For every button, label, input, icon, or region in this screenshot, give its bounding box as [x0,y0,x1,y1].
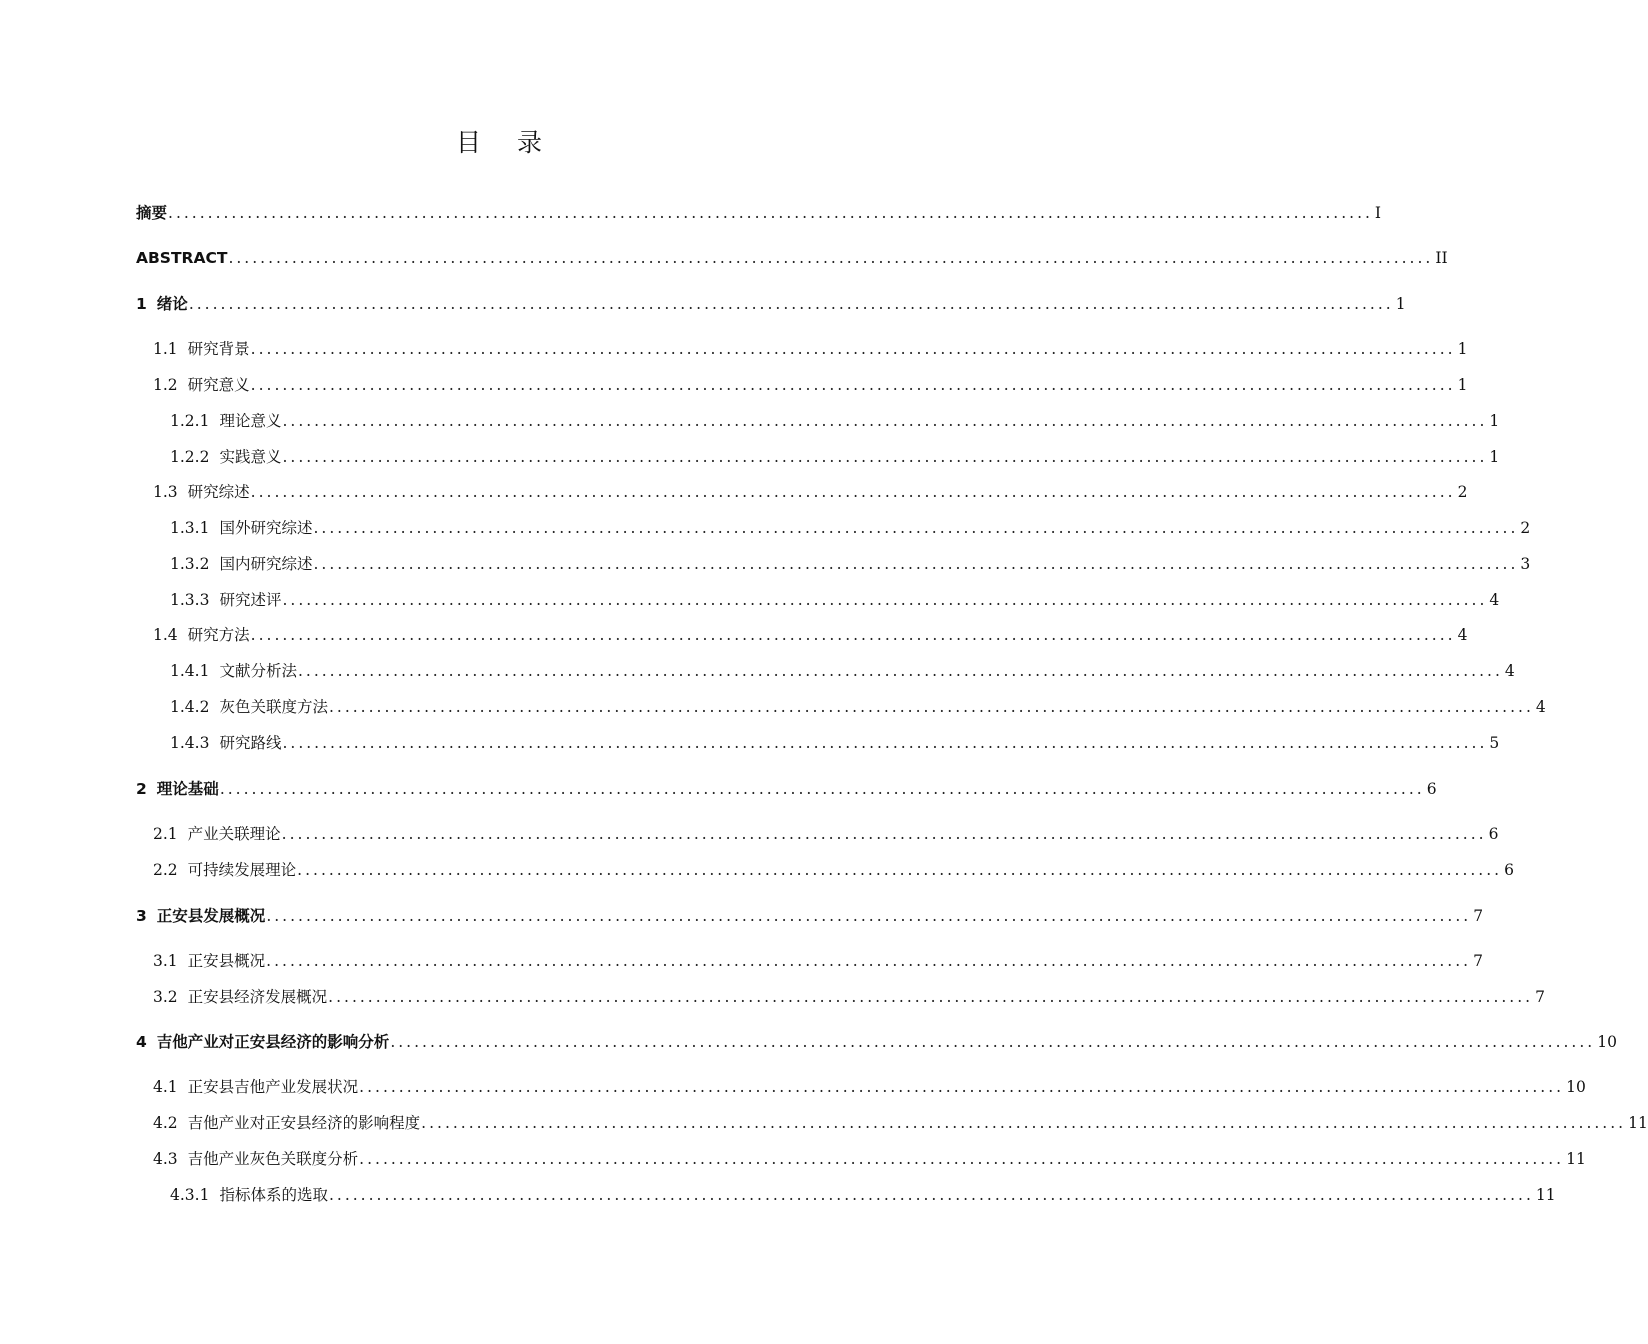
toc-entry-number: 3.1 [153,952,178,970]
toc-entry-text: ABSTRACT [136,249,228,267]
toc-entry[interactable] [136,245,1448,271]
toc-entry[interactable] [170,658,1515,684]
toc-entry-text: 国外研究综述 [219,519,313,537]
toc-entry-label [153,622,251,648]
toc-page-number: 7 [1473,907,1484,925]
toc-entry-number: 4 [136,1033,147,1051]
toc-entry-label [170,515,313,541]
toc-entry[interactable] [170,694,1546,720]
toc-page-number: 7 [1535,988,1545,1006]
toc-dot-leader: ........................................................................................................................................................ [281,825,1487,843]
toc-entry-text: 吉他产业对正安县经济的影响分析 [156,1033,390,1051]
toc-dot-leader: ........................................................................................................................................................ [390,1033,1596,1051]
toc-entry-number: 1.4.3 [170,734,210,752]
toc-entry-label [170,551,313,577]
toc-entry-text: 正安县经济发展概况 [187,988,328,1006]
toc-dot-leader: ........................................................................................................................................................ [328,698,1534,716]
toc-dot-leader: ........................................................................................................................................................ [359,1078,1565,1096]
toc-page-number: 1 [1489,448,1500,466]
toc-page-number: 4 [1457,626,1468,644]
toc-entry-number: 1 [136,295,147,313]
toc-entry-text: 正安县发展概况 [156,907,266,925]
toc-page-number: 2 [1520,519,1531,537]
toc-entry-number: 1.4.1 [170,662,210,680]
toc-entry-text: 研究背景 [187,340,250,358]
toc-entry-text: 研究方法 [187,626,250,644]
toc-entry-label [170,1182,329,1208]
toc-entry-label [170,658,298,684]
toc-entry-text: 可持续发展理论 [187,861,297,879]
toc-entry-text: 吉他产业灰色关联度分析 [187,1150,359,1168]
toc-entry-label [153,857,297,883]
toc-page-number: 11 [1566,1150,1586,1168]
toc-page-number: 11 [1628,1114,1648,1132]
toc-page-number: 10 [1597,1033,1617,1051]
toc-dot-leader: ........................................................................................................................................................ [282,448,1488,466]
toc-entry-text: 研究述评 [219,591,282,609]
toc-entry-number: 1.3.3 [170,591,210,609]
toc-dot-leader: ........................................................................................................................................................ [328,988,1534,1006]
toc-entry-number: 1.4 [153,626,178,644]
toc-dot-leader: ........................................................................................................................................................ [282,412,1488,430]
toc-entry-label [170,408,282,434]
toc-entry-label [153,372,251,398]
toc-entry-text: 绪论 [156,295,188,313]
toc-page-number: I [1374,204,1382,222]
toc-entry-text: 正安县概况 [187,952,266,970]
toc-page-number: 11 [1535,1186,1556,1204]
toc-dot-leader: ........................................................................................................................................................ [421,1114,1627,1132]
toc-entry-number: 1.3.2 [170,555,210,573]
toc-entry[interactable] [170,515,1531,541]
toc-dot-leader: ........................................................................................................................................................ [250,376,1456,394]
toc-entry[interactable] [153,1074,1586,1100]
toc-page-number: 7 [1473,952,1483,970]
toc-entry[interactable] [170,444,1500,470]
toc-entry-number: 1.4.2 [170,698,210,716]
toc-entry[interactable] [153,336,1468,362]
toc-entry-text: 国内研究综述 [219,555,313,573]
toc-page-number: 4 [1489,591,1500,609]
toc-entry-text: 理论基础 [156,780,219,798]
toc-entry-number: 1.2 [153,376,178,394]
toc-entry-number: 1.3.1 [170,519,210,537]
toc-entry-text: 灰色关联度方法 [219,698,328,716]
toc-title: 目 录 [456,128,556,157]
toc-entry-number: 2.2 [153,861,178,879]
toc-entry-number: 1.2.1 [170,412,210,430]
toc-page-number: 4 [1504,662,1515,680]
toc-entry-label [153,336,251,362]
toc-entry-text: 理论意义 [219,412,282,430]
toc-entry[interactable] [153,821,1499,847]
toc-entry-label [153,1146,359,1172]
toc-dot-leader: ........................................................................................................................................................ [228,249,1434,267]
toc-entry[interactable] [170,587,1500,613]
toc-entry[interactable] [136,903,1484,929]
toc-entry-label [153,948,266,974]
toc-dot-leader: ........................................................................................................................................................ [313,555,1519,573]
toc-entry-number: 2 [136,780,147,798]
toc-dot-leader: ........................................................................................................................................................ [250,483,1456,501]
toc-page-number: 6 [1426,780,1437,798]
toc-entry-text: 摘要 [136,204,168,222]
toc-entry-number: 4.2 [153,1114,178,1132]
toc-entry[interactable] [136,200,1382,226]
toc-entry[interactable] [153,622,1468,648]
toc-dot-leader: ........................................................................................................................................................ [250,626,1456,644]
toc-dot-leader: ........................................................................................................................................................ [266,952,1472,970]
toc-entry-text: 研究综述 [187,483,250,501]
toc-entry-label [153,1110,421,1136]
toc-page-number: 5 [1489,734,1500,752]
toc-entry-label [153,821,282,847]
toc-entry-text: 研究路线 [219,734,282,752]
toc-dot-leader: ........................................................................................................................................................ [328,1186,1534,1204]
toc-entry-number: 4.3.1 [170,1186,210,1204]
toc-dot-leader: ........................................................................................................................................................ [313,519,1519,537]
toc-dot-leader: ........................................................................................................................................................ [266,907,1472,925]
toc-dot-leader: ........................................................................................................................................................ [250,340,1456,358]
toc-entry-text: 指标体系的选取 [219,1186,328,1204]
toc-page-number: 10 [1566,1078,1586,1096]
toc-entry-number: 4.3 [153,1150,178,1168]
toc-dot-leader: ........................................................................................................................................................ [359,1150,1565,1168]
toc-dot-leader: ........................................................................................................................................................ [297,861,1503,879]
toc-entry[interactable] [170,730,1500,756]
toc-entry-label [153,479,251,505]
toc-entry-text: 实践意义 [219,448,282,466]
toc-entry-number: 4.1 [153,1078,178,1096]
toc-entry[interactable] [153,984,1545,1010]
toc-dot-leader: ........................................................................................................................................................ [297,662,1503,680]
toc-page-number: II [1435,249,1448,267]
toc-entry[interactable] [153,479,1468,505]
toc-entry[interactable] [153,948,1483,974]
toc-entry-number: 1.2.2 [170,448,210,466]
toc-page-number: 1 [1457,340,1468,358]
toc-entry-number: 1.1 [153,340,178,358]
toc-entry-text: 吉他产业对正安县经济的影响程度 [187,1114,421,1132]
toc-page-number: 3 [1520,555,1531,573]
toc-entry[interactable] [153,1110,1648,1136]
toc-entry-label [170,587,282,613]
toc-entry-number: 2.1 [153,825,178,843]
toc-entry[interactable] [136,291,1406,317]
toc-dot-leader: ........................................................................................................................................................ [282,734,1488,752]
toc-entry-number: 1.3 [153,483,178,501]
toc-entry[interactable] [153,1146,1586,1172]
toc-page-number: 6 [1504,861,1514,879]
toc-entry[interactable] [170,408,1500,434]
toc-entry-text: 文献分析法 [219,662,297,680]
toc-entry-text: 产业关联理论 [187,825,281,843]
toc-page-number: 2 [1457,483,1468,501]
toc-dot-leader: ........................................................................................................................................................ [188,295,1394,313]
toc-entry[interactable] [153,857,1514,883]
toc-entry[interactable] [136,1029,1617,1055]
toc-entry[interactable] [170,551,1531,577]
toc-entry-text: 研究意义 [187,376,250,394]
toc-entry-label [136,903,266,929]
toc-dot-leader: ........................................................................................................................................................ [219,780,1425,798]
toc-page-number: 1 [1489,412,1500,430]
toc-entry[interactable] [153,372,1468,398]
toc-entry-label [170,730,282,756]
toc-entry-number: 3 [136,907,147,925]
toc-entry-text: 正安县吉他产业发展状况 [187,1078,359,1096]
toc-page-number: 1 [1395,295,1406,313]
toc-entry-label [136,200,168,226]
toc-entry-label [136,776,220,802]
toc-entry-number: 3.2 [153,988,178,1006]
toc-entry-label [170,444,282,470]
toc-page-number: 6 [1488,825,1499,843]
toc-page-number: 4 [1535,698,1546,716]
toc-page-number: 1 [1457,376,1468,394]
toc-entry-label [136,1029,390,1055]
toc-entry-label [136,291,189,317]
toc-entry-label [170,694,329,720]
toc-entry-label [153,1074,359,1100]
toc-entry[interactable] [136,776,1437,802]
toc-entry-label [136,245,228,271]
toc-entry[interactable] [170,1182,1556,1208]
toc-dot-leader: ........................................................................................................................................................ [168,204,1373,222]
toc-entry-label [153,984,328,1010]
toc-dot-leader: ........................................................................................................................................................ [282,591,1488,609]
